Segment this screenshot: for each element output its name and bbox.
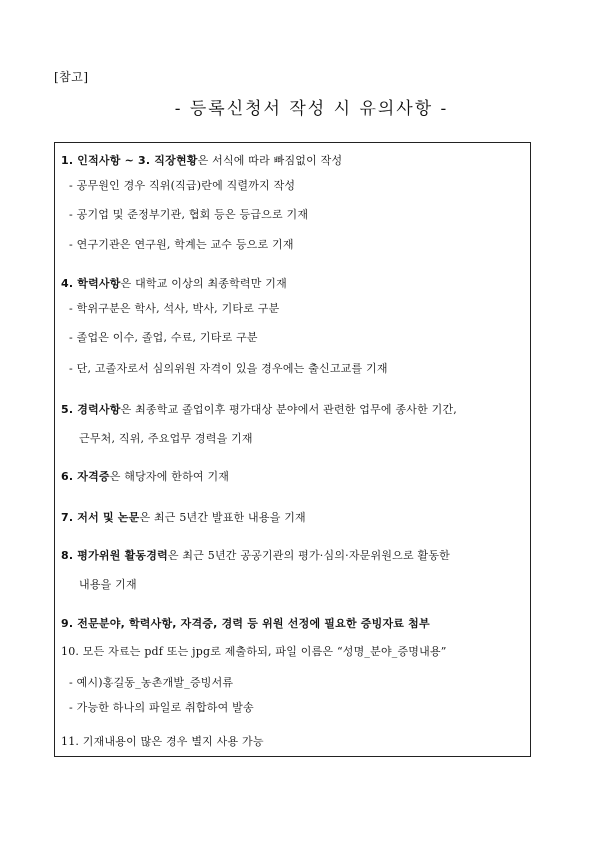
item-8-heading: 8. 평가위원 활동경력 xyxy=(61,549,168,562)
item-5 xyxy=(61,401,526,417)
item-5-text: 은 최종학교 졸업이후 평가대상 분야에서 관련한 업무에 종사한 기간, xyxy=(120,403,457,416)
item-5-continuation: 근무처, 직위, 주요업무 경력을 기재 xyxy=(79,432,253,445)
item-10-sub-2: - 가능한 하나의 파일로 취합하여 발송 xyxy=(69,701,254,714)
item-4-heading: 4. 학력사항 xyxy=(61,277,121,290)
item-1-sub-2: - 공기업 및 준정부기관, 협회 등은 등급으로 기재 xyxy=(69,208,309,221)
item-4 xyxy=(61,275,526,291)
item-4-sub-1: - 학위구분은 학사, 석사, 박사, 기타로 구분 xyxy=(69,302,280,315)
item-7-heading: 7. 저서 및 논문 xyxy=(61,511,140,524)
item-6-text: 은 해당자에 한하여 기재 xyxy=(109,470,230,483)
page-title: - 등록신청서 작성 시 유의사항 - xyxy=(174,99,449,119)
item-8-continuation: 내용을 기재 xyxy=(79,578,137,591)
item-1-sub-3: - 연구기관은 연구원, 학계는 교수 등으로 기재 xyxy=(69,238,294,251)
item-5-heading: 5. 경력사항 xyxy=(61,403,121,416)
reference-label: [참고] xyxy=(54,70,89,84)
item-11: 11. 기재내용이 많은 경우 별지 사용 가능 xyxy=(61,735,264,748)
item-10-sub-1: - 예시)홍길동_농촌개발_증빙서류 xyxy=(69,676,234,689)
item-4-sub-3: - 단, 고졸자로서 심의위원 자격이 있을 경우에는 출신고교를 기재 xyxy=(69,362,388,375)
item-6 xyxy=(61,468,526,484)
item-7 xyxy=(61,509,526,525)
item-8 xyxy=(61,547,526,563)
item-7-text: 은 최근 5년간 발표한 내용을 기재 xyxy=(139,511,306,524)
item-1-heading: 1. 인적사항 ~ 3. 직장현황 xyxy=(61,154,198,167)
notes-box xyxy=(54,142,531,757)
item-1 xyxy=(61,152,526,168)
item-10: 10. 모든 자료는 pdf 또는 jpg로 제출하되, 파일 이름은 “성명_분야_증명내용” xyxy=(61,645,447,658)
item-1-text: 은 서식에 따라 빠짐없이 작성 xyxy=(197,154,343,167)
item-6-heading: 6. 자격증 xyxy=(61,470,110,483)
item-1-sub-1: - 공무원인 경우 직위(직급)란에 직렬까지 작성 xyxy=(69,179,296,192)
item-8-text: 은 최근 5년간 공공기관의 평가·심의·자문위원으로 활동한 xyxy=(167,549,450,562)
item-4-sub-2: - 졸업은 이수, 졸업, 수료, 기타로 구분 xyxy=(69,331,258,344)
item-4-text: 은 대학교 이상의 최종학력만 기재 xyxy=(120,277,287,290)
item-9: 9. 전문분야, 학력사항, 자격증, 경력 등 위원 선정에 필요한 증빙자료 첨부 xyxy=(61,617,430,630)
